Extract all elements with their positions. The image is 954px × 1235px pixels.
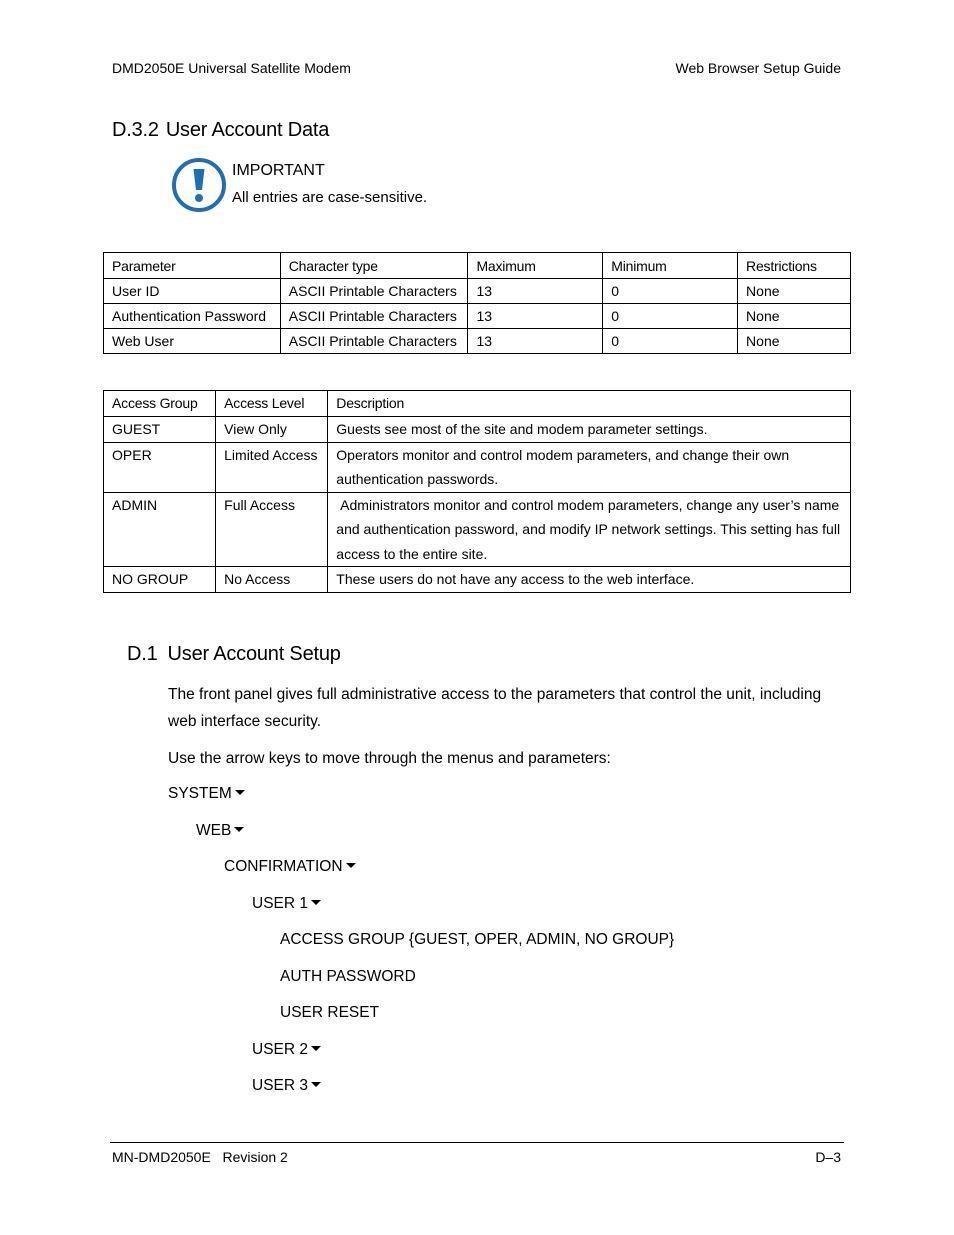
column-header: Maximum [468, 253, 603, 279]
table-cell: 13 [468, 329, 603, 354]
menu-label: CONFIRMATION [224, 858, 343, 875]
menu-item-access-group [280, 931, 674, 949]
running-footer-left: MN-DMD2050E Revision 2 [112, 1149, 288, 1165]
table-header-row [104, 253, 851, 279]
column-header: Minimum [603, 253, 738, 279]
column-header: Access Level [216, 391, 328, 417]
table-row [104, 279, 851, 304]
table-cell: 13 [468, 304, 603, 329]
table-cell: View Only [216, 417, 328, 443]
table-cell: 13 [468, 279, 603, 304]
menu-item-confirmation [224, 858, 356, 876]
column-header: Character type [280, 253, 468, 279]
menu-label: USER RESET [280, 1004, 380, 1021]
section-number: D.3.2 [112, 119, 159, 141]
down-arrow-icon [234, 827, 244, 832]
down-arrow-icon [346, 863, 356, 868]
table-cell: OPER [104, 442, 216, 492]
menu-item-user-3 [252, 1077, 321, 1095]
menu-label: WEB [196, 822, 232, 839]
table-cell: NO GROUP [104, 567, 216, 593]
table-cell: ADMIN [104, 492, 216, 567]
running-header-left: DMD2050E Universal Satellite Modem [112, 60, 351, 76]
table-cell: None [738, 304, 851, 329]
menu-label: USER 2 [252, 1041, 308, 1058]
table-cell: None [738, 329, 851, 354]
table-cell: ASCII Printable Characters [280, 304, 468, 329]
table-cell: GUEST [104, 417, 216, 443]
table-row [104, 417, 851, 443]
table-row [104, 492, 851, 567]
table-header-row [104, 391, 851, 417]
table-row [104, 304, 851, 329]
menu-item-user-2 [252, 1041, 321, 1059]
running-header-right: Web Browser Setup Guide [675, 60, 841, 76]
section-heading-d1 [127, 643, 341, 666]
column-header: Access Group [104, 391, 216, 417]
table-cell: 0 [603, 304, 738, 329]
down-arrow-icon [311, 1082, 321, 1087]
menu-item-system [168, 785, 245, 803]
down-arrow-icon [235, 790, 245, 795]
menu-item-web [196, 822, 244, 840]
menu-item-user-reset [280, 1004, 379, 1022]
table-cell: ASCII Printable Characters [280, 279, 468, 304]
table-cell: Guests see most of the site and modem parameter settings. [328, 417, 851, 443]
body-paragraph: Use the arrow keys to move through the menus and parameters: [168, 750, 611, 767]
table-cell: Authentication Password [104, 304, 281, 329]
table-cell: Operators monitor and control modem parameters, and change their own authentication passwords. [328, 442, 851, 492]
menu-item-user-1 [252, 895, 321, 913]
section-heading-d32 [112, 119, 329, 142]
access-group-table [103, 390, 851, 593]
column-header: Restrictions [738, 253, 851, 279]
table-cell: Web User [104, 329, 281, 354]
column-header: Description [328, 391, 851, 417]
table-cell: User ID [104, 279, 281, 304]
footer-divider [110, 1142, 844, 1143]
table-row [104, 442, 851, 492]
table-row [104, 567, 851, 593]
table-row [104, 329, 851, 354]
menu-label: USER 1 [252, 895, 308, 912]
table-cell: These users do not have any access to the web interface. [328, 567, 851, 593]
menu-label: ACCESS GROUP {GUEST, OPER, ADMIN, NO GROUP} [280, 931, 675, 948]
user-parameter-table [103, 252, 851, 354]
exclamation-circle-icon [171, 157, 227, 213]
table-cell: Full Access [216, 492, 328, 567]
page-number: D–3 [815, 1149, 841, 1165]
section-title: User Account Data [165, 119, 330, 141]
important-text: All entries are case-sensitive. [232, 189, 428, 206]
table-cell: Limited Access [216, 442, 328, 492]
table-cell: None [738, 279, 851, 304]
section-number: D.1 [127, 643, 158, 665]
menu-label: USER 3 [252, 1077, 308, 1094]
table-cell: ASCII Printable Characters [280, 329, 468, 354]
important-title: IMPORTANT [232, 162, 325, 179]
body-paragraph: The front panel gives full administrative access to the parameters that control the unit, including web interface security. [168, 686, 822, 730]
down-arrow-icon [311, 900, 321, 905]
column-header: Parameter [104, 253, 281, 279]
section-title: User Account Setup [167, 643, 341, 665]
menu-item-auth-password [280, 968, 416, 986]
menu-label: AUTH PASSWORD [280, 968, 416, 985]
table-cell: Administrators monitor and control modem parameters, change any user’s name and authentication password, and modify IP network settings. This setting has full access to the entire site. [328, 492, 851, 567]
table-cell: 0 [603, 329, 738, 354]
table-cell: No Access [216, 567, 328, 593]
menu-label: SYSTEM [168, 785, 232, 802]
table-cell: 0 [603, 279, 738, 304]
down-arrow-icon [311, 1046, 321, 1051]
